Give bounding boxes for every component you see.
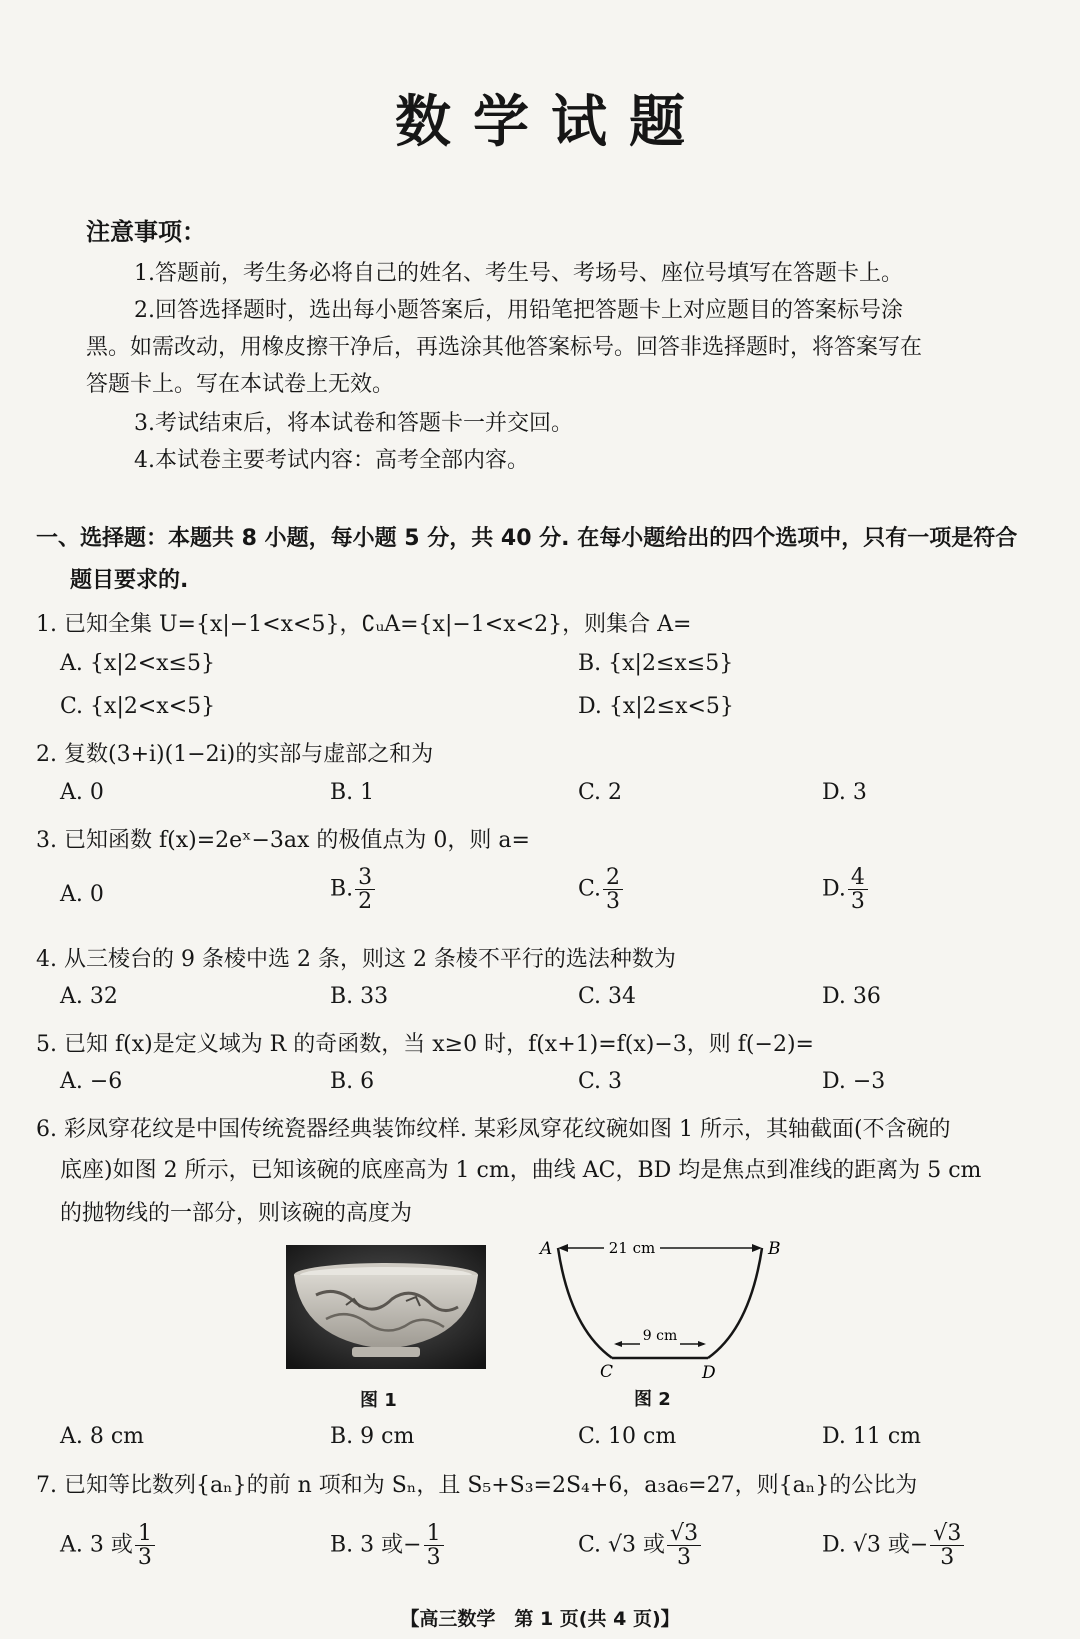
denominator: 3 — [606, 889, 621, 915]
figure-1-caption: 图 1 — [360, 1390, 397, 1411]
figure-2-caption: 图 2 — [634, 1389, 671, 1410]
note-line: 4.本试卷主要考试内容：高考全部内容。 — [134, 448, 529, 473]
q7-option-b-label: B. 3 或− — [330, 1532, 422, 1558]
q1-option-b: B. {x|2≤x≤5} — [578, 651, 734, 676]
note-line: 黑。如需改动，用橡皮擦干净后，再选涂其他答案标号。回答非选择题时，将答案写在 — [86, 335, 923, 360]
q4-option-b: B. 33 — [330, 984, 389, 1009]
q5-option-b: B. 6 — [330, 1069, 375, 1094]
fraction — [848, 866, 868, 913]
q3-option-c — [578, 866, 625, 913]
dimension-9cm-label: 9 cm — [642, 1328, 678, 1344]
note-line: 2.回答选择题时，选出每小题答案后，用铅笔把答题卡上对应题目的答案标号涂 — [134, 298, 903, 323]
q7-option-a — [60, 1522, 157, 1569]
q7-option-d-label: D. √3 或− — [822, 1532, 929, 1558]
note-line: 1.答题前，考生务必将自己的姓名、考生号、考场号、座位号填写在答题卡上。 — [134, 261, 903, 286]
q2-option-b: B. 1 — [330, 780, 375, 805]
q2-option-d: D. 3 — [822, 780, 867, 805]
fraction — [930, 1522, 964, 1569]
q6-option-d: D. 11 cm — [822, 1424, 922, 1449]
q6-option-c: C. 10 cm — [578, 1424, 677, 1449]
numerator: 4 — [848, 866, 868, 890]
numerator: 1 — [135, 1522, 155, 1546]
question-3-stem: 3. 已知函数 f(x)=2eˣ−3ax 的极值点为 0，则 a= — [36, 828, 530, 853]
q7-option-b — [330, 1522, 446, 1569]
q6-option-b: B. 9 cm — [330, 1424, 415, 1449]
denominator: 2 — [358, 889, 373, 915]
q7-option-d — [822, 1522, 966, 1569]
bowl-cross-section-diagram — [530, 1232, 800, 1392]
point-a-label: A — [540, 1239, 553, 1259]
q3-option-c-label: C. — [578, 876, 602, 902]
q6-option-a: A. 8 cm — [60, 1424, 145, 1449]
page-footer: 【高三数学 第 1 页(共 4 页)】 — [400, 1608, 680, 1630]
notes-heading: 注意事项： — [86, 218, 206, 246]
q2-option-c: C. 2 — [578, 780, 623, 805]
q7-option-c-label: C. √3 或 — [578, 1532, 666, 1558]
fraction — [603, 866, 623, 913]
numerator: √3 — [930, 1522, 964, 1546]
q5-option-d: D. −3 — [822, 1069, 886, 1094]
question-6-stem: 底座)如图 2 所示，已知该碗的底座高为 1 cm，曲线 AC，BD 均是焦点到准线的距离为 5 cm — [60, 1158, 982, 1183]
question-4-stem: 4. 从三棱台的 9 条棱中选 2 条，则这 2 条棱不平行的选法种数为 — [36, 947, 676, 972]
numerator: 2 — [603, 866, 623, 890]
question-1-stem: 1. 已知全集 U={x|−1<x<5}，∁ᵤA={x|−1<x<2}，则集合 A= — [36, 612, 692, 637]
arrow-head — [698, 1341, 706, 1347]
fraction — [667, 1522, 701, 1569]
q7-option-a-label: A. 3 或 — [60, 1532, 133, 1558]
curve-bd — [708, 1248, 762, 1358]
q3-option-a: A. 0 — [60, 882, 104, 907]
q3-option-b-label: B. — [330, 876, 354, 902]
q3-option-d-label: D. — [822, 876, 846, 902]
question-6-stem: 6. 彩凤穿花纹是中国传统瓷器经典装饰纹样. 某彩凤穿花纹碗如图 1 所示，其轴截面(不含碗的 — [36, 1117, 951, 1142]
q2-option-a: A. 0 — [60, 780, 104, 805]
q3-option-d — [822, 866, 870, 913]
q3-option-b — [330, 866, 377, 913]
denominator: 3 — [137, 1545, 152, 1571]
q5-option-c: C. 3 — [578, 1069, 623, 1094]
q4-option-d: D. 36 — [822, 984, 881, 1009]
point-b-label: B — [768, 1239, 781, 1259]
denominator: 3 — [850, 889, 865, 915]
fraction — [355, 866, 375, 913]
curve-ac — [558, 1248, 612, 1358]
bowl-illustration — [286, 1245, 486, 1369]
q1-option-a: A. {x|2<x≤5} — [60, 651, 215, 676]
q5-option-a: A. −6 — [60, 1069, 123, 1094]
question-2-stem: 2. 复数(3+i)(1−2i)的实部与虚部之和为 — [36, 742, 434, 767]
point-c-label: C — [600, 1362, 614, 1382]
question-7-stem: 7. 已知等比数列{aₙ}的前 n 项和为 Sₙ，且 S₅+S₃=2S₄+6，a₃a₆=27，则{aₙ}的公比为 — [36, 1473, 918, 1498]
numerator: 1 — [424, 1522, 444, 1546]
page-title: 数学试题 — [395, 90, 707, 155]
fraction — [135, 1522, 155, 1569]
note-line: 答题卡上。写在本试卷上无效。 — [86, 372, 395, 397]
q7-option-c — [578, 1522, 703, 1569]
point-d-label: D — [702, 1363, 716, 1383]
denominator: 3 — [940, 1545, 955, 1571]
numerator: √3 — [667, 1522, 701, 1546]
denominator: 3 — [677, 1545, 692, 1571]
note-line: 3.考试结束后，将本试卷和答题卡一并交回。 — [134, 411, 573, 436]
fraction — [424, 1522, 444, 1569]
section-heading: 一、选择题：本题共 8 小题，每小题 5 分，共 40 分. 在每小题给出的四个选项中，只有一项是符合 — [36, 526, 1018, 551]
question-5-stem: 5. 已知 f(x)是定义域为 R 的奇函数，当 x≥0 时，f(x+1)=f(x)−3，则 f(−2)= — [36, 1032, 814, 1057]
dimension-21cm-label: 21 cm — [608, 1239, 656, 1257]
q4-option-a: A. 32 — [60, 984, 118, 1009]
question-6-stem: 的抛物线的一部分，则该碗的高度为 — [60, 1201, 413, 1226]
q1-option-d: D. {x|2≤x<5} — [578, 694, 734, 719]
section-heading-cont: 题目要求的. — [70, 568, 189, 593]
q4-option-c: C. 34 — [578, 984, 637, 1009]
arrow-head — [614, 1341, 622, 1347]
q1-option-c: C. {x|2<x<5} — [60, 694, 216, 719]
denominator: 3 — [426, 1545, 441, 1571]
bowl-photo — [286, 1245, 486, 1369]
numerator: 3 — [355, 866, 375, 890]
